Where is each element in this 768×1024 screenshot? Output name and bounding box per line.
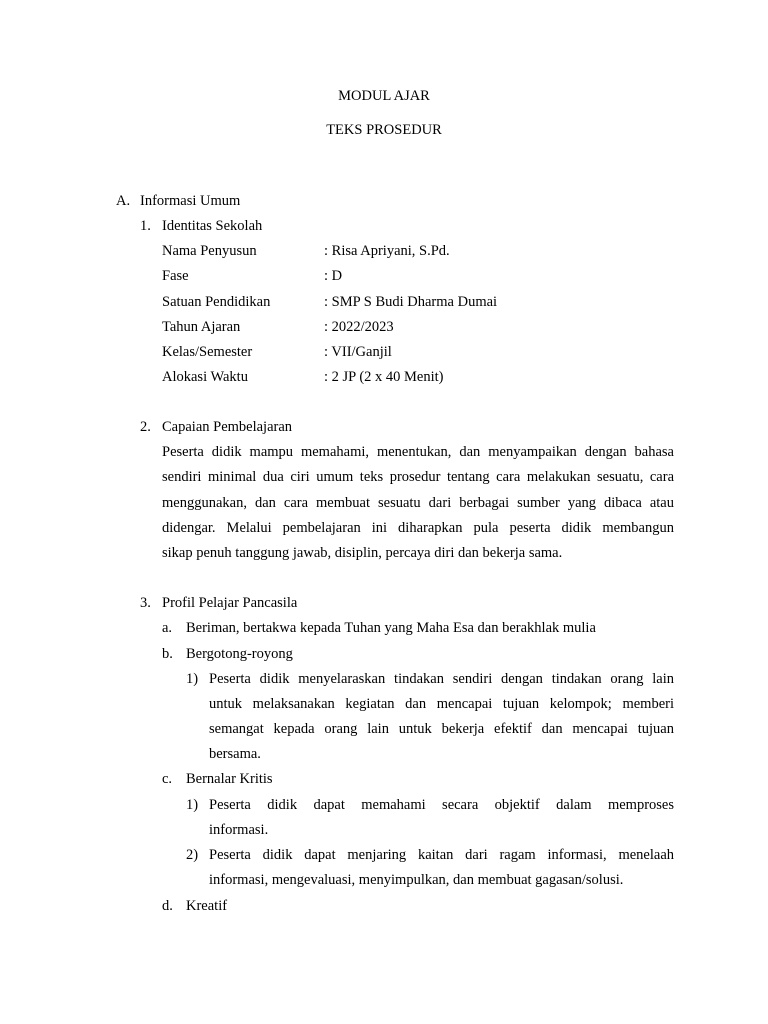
point-line: untuk melaksanakan kegiatan dan mencapai tujuan kelompok; memberi [209, 696, 674, 712]
paragraph-line: menggunakan, dan cara membuat sesuatu dari berbagai sumber yang dibaca atau [162, 495, 674, 511]
sub-b-marker: b. [162, 646, 173, 662]
identity-value: : D [324, 268, 343, 284]
identity-value: : Risa Apriyani, S.Pd. [324, 243, 450, 259]
sub-a-marker: a. [162, 620, 173, 636]
point-line: informasi. [209, 822, 269, 838]
sub-c-text: Bernalar Kritis [186, 771, 273, 787]
identity-label: Satuan Pendidikan [162, 294, 271, 310]
sub-a-text: Beriman, bertakwa kepada Tuhan yang Maha Esa dan berakhlak mulia [186, 620, 596, 636]
item-2-marker: 2. [140, 419, 151, 435]
identity-label: Tahun Ajaran [162, 319, 241, 335]
point-line: informasi, mengevaluasi, menyimpulkan, dan membuat gagasan/solusi. [209, 872, 624, 888]
document-title: MODUL AJAR [338, 88, 430, 104]
identity-value: : 2 JP (2 x 40 Menit) [324, 369, 444, 385]
item-1-heading: Identitas Sekolah [162, 218, 263, 234]
item-3-marker: 3. [140, 595, 151, 611]
paragraph-line: sikap penuh tanggung jawab, disiplin, percaya diri dan bekerja sama. [162, 545, 563, 561]
sub-d-marker: d. [162, 898, 173, 914]
sub-d-text: Kreatif [186, 898, 228, 914]
section-a-marker: A. [116, 193, 131, 209]
sub-c-marker: c. [162, 771, 173, 787]
section-a-heading: Informasi Umum [140, 193, 241, 209]
identity-label: Fase [162, 268, 189, 284]
item-2-heading: Capaian Pembelajaran [162, 419, 293, 435]
paragraph-line: sendiri minimal dua ciri umum teks prosedur tentang cara melakukan sesuatu, cara [162, 469, 674, 485]
paragraph-line: didengar. Melalui pembelajaran ini diharapkan pula peserta didik membangun [162, 520, 674, 536]
identity-value: : SMP S Budi Dharma Dumai [324, 294, 498, 310]
identity-value: : 2022/2023 [324, 319, 394, 335]
point-marker: 1) [186, 671, 199, 687]
identity-value: : VII/Ganjil [324, 344, 392, 360]
paragraph-line: Peserta didik mampu memahami, menentukan, dan menyampaikan dengan bahasa [162, 444, 674, 460]
identity-label: Nama Penyusun [162, 243, 257, 259]
identity-label: Alokasi Waktu [162, 369, 248, 385]
item-3-heading: Profil Pelajar Pancasila [162, 595, 298, 611]
identity-label: Kelas/Semester [162, 344, 253, 360]
sub-b-text: Bergotong-royong [186, 646, 293, 662]
point-line: bersama. [209, 746, 261, 762]
item-1-marker: 1. [140, 218, 151, 234]
point-line: Peserta didik dapat memahami secara objektif dalam memproses [209, 797, 674, 813]
point-marker: 2) [186, 847, 199, 863]
point-marker: 1) [186, 797, 199, 813]
point-line: semangat kepada orang lain untuk bekerja efektif dan mencapai tujuan [209, 721, 674, 737]
point-line: Peserta didik menyelaraskan tindakan sendiri dengan tindakan orang lain [209, 671, 674, 687]
point-line: Peserta didik dapat menjaring kaitan dari ragam informasi, menelaah [209, 847, 674, 863]
document-subtitle: TEKS PROSEDUR [326, 122, 442, 138]
